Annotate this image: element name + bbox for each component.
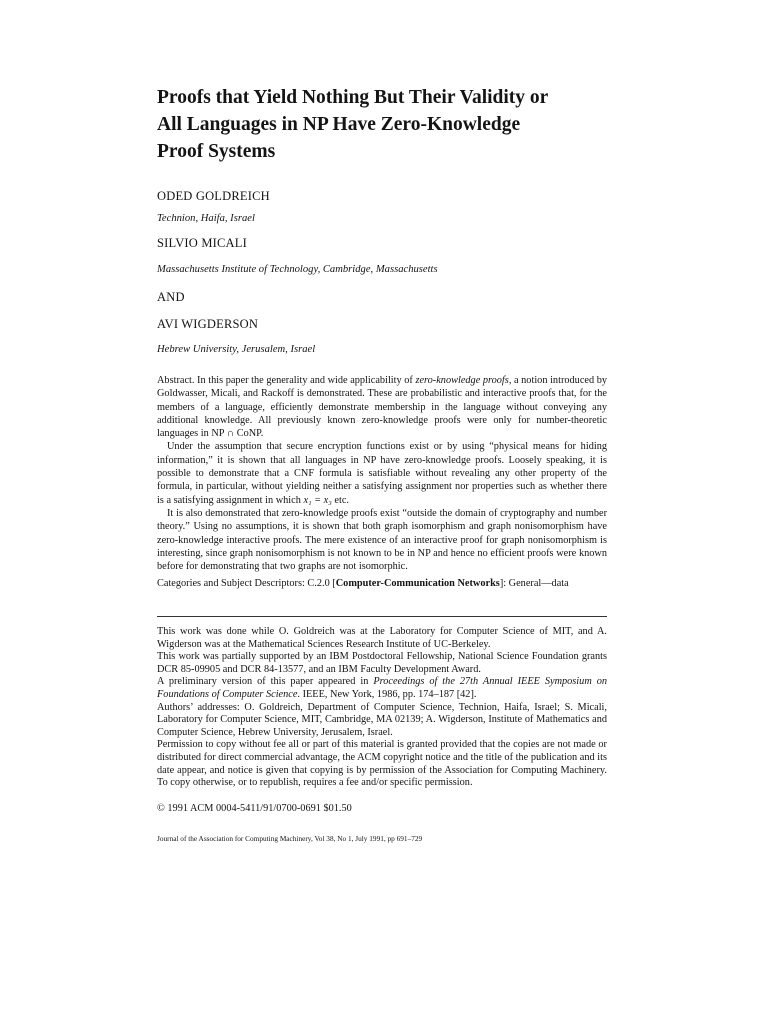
footnote-emphasis: Proceedings of the 27th Annual IEEE Symposium on Foundations of Computer Science (157, 676, 608, 700)
footnotes (157, 626, 607, 790)
abstract-text: , a notion introduced by Goldwasser, Micali, and Rackoff is demonstrated. These are probabilistic and interactive proofs that, for the members of a language, efficiently demonstrate membership in the language without conveying any additional knowledge. All previously known zero-knowledge proofs were only for number-theoretic languages in NP ∩ CoNP. (157, 375, 607, 440)
abstract-emphasis: zero-knowledge proofs (415, 375, 509, 386)
paper-title (157, 84, 627, 165)
categories-text: Categories and Subject Descriptors: C.2.0 [ (157, 578, 336, 589)
footnote (157, 676, 607, 701)
abstract-paragraph (157, 374, 607, 440)
title-line-3: Proof Systems (157, 141, 276, 162)
author-affiliation: Hebrew University, Jerusalem, Israel (157, 344, 316, 355)
abstract-text: Abstract. In this paper the generality and wide applicability of (157, 375, 416, 386)
footnote-rule (157, 616, 607, 617)
author-affiliation: Technion, Haifa, Israel (157, 213, 255, 224)
author-separator-and: AND (157, 290, 185, 304)
author-name: SILVIO MICALI (157, 236, 247, 250)
copyright-line: © 1991 ACM 0004-5411/91/0700-0691 $01.50 (157, 803, 352, 814)
footnote-text: . IEEE, New York, 1986, pp. 174–187 [42]. (297, 688, 477, 700)
footnote: Authors’ addresses: O. Goldreich, Department of Computer Science, Technion, Haifa, Israel; S. Micali, Laboratory for Computer Science, MIT, Cambridge, MA 02139; A. Wigderson, Institute of Mathematics and Computer Science, Hebrew University, Jerusalem, Israel. (157, 701, 607, 738)
abstract-paragraph: It is also demonstrated that zero-knowledge proofs exist “outside the domain of cryptography and number theory.” Using no assumptions, it is shown that both graph isomorphism and graph nonisomorphism have zero-knowledge interactive proofs. The mere existence of an interactive proof for graph nonisomorphism is interesting, since graph nonisomorphism is not known to be in NP and hence no efficient proofs were known before for demonstrating that two graphs are not isomorphic. (157, 507, 607, 573)
abstract-paragraph (157, 440, 607, 506)
author-name: AVI WIGDERSON (157, 317, 259, 331)
footnote: This work was done while O. Goldreich was at the Laboratory for Computer Science of MIT, and A. Wigderson was at the Mathematical Sciences Research Institute of UC-Berkeley. (157, 626, 607, 650)
abstract-text: etc. (331, 494, 349, 506)
author-name: ODED GOLDREICH (157, 189, 270, 203)
footnote-text: A preliminary version of this paper appeared in (157, 676, 374, 688)
categories-bold: Computer-Communication Networks (335, 578, 500, 589)
title-line-1: Proofs that Yield Nothing But Their Validity or (157, 87, 549, 108)
categories-descriptors (157, 578, 607, 589)
title-line-2: All Languages in NP Have Zero-Knowledge (157, 114, 521, 135)
footnote: Permission to copy without fee all or part of this material is granted provided that the copies are not made or distributed for direct commercial advantage, the ACM copyright notice and the title of the publication and its date appear, and notice is given that copying is by permission of the Association for Computing Machinery. To copy otherwise, or to republish, requires a fee and/or specific permission. (157, 739, 607, 789)
abstract (157, 374, 607, 573)
footnote: This work was partially supported by an IBM Postdoctoral Fellowship, National Science Foundation grants DCR 85-09905 and DCR 84-13577, and an IBM Faculty Development Award. (157, 651, 607, 675)
journal-citation: Journal of the Association for Computing Machinery, Vol 38, No 1, July 1991, pp 691–729 (157, 834, 423, 843)
abstract-text: Under the assumption that secure encryption functions exist or by using “physical means for hiding information,” it is shown that all languages in NP have zero-knowledge proofs. Loosely speaking, it is possible to demonstrate that a CNF formula is satisfiable without revealing any other property of the formula, in particular, without yielding neither a satisfying assignment nor properties such as whether there is a satisfying assignment in which (157, 441, 607, 506)
author-affiliation: Massachusetts Institute of Technology, Cambridge, Massachusetts (157, 264, 438, 275)
categories-text: ]: General—data (499, 578, 569, 589)
math-expression: x₁ = x₃ (303, 494, 332, 506)
